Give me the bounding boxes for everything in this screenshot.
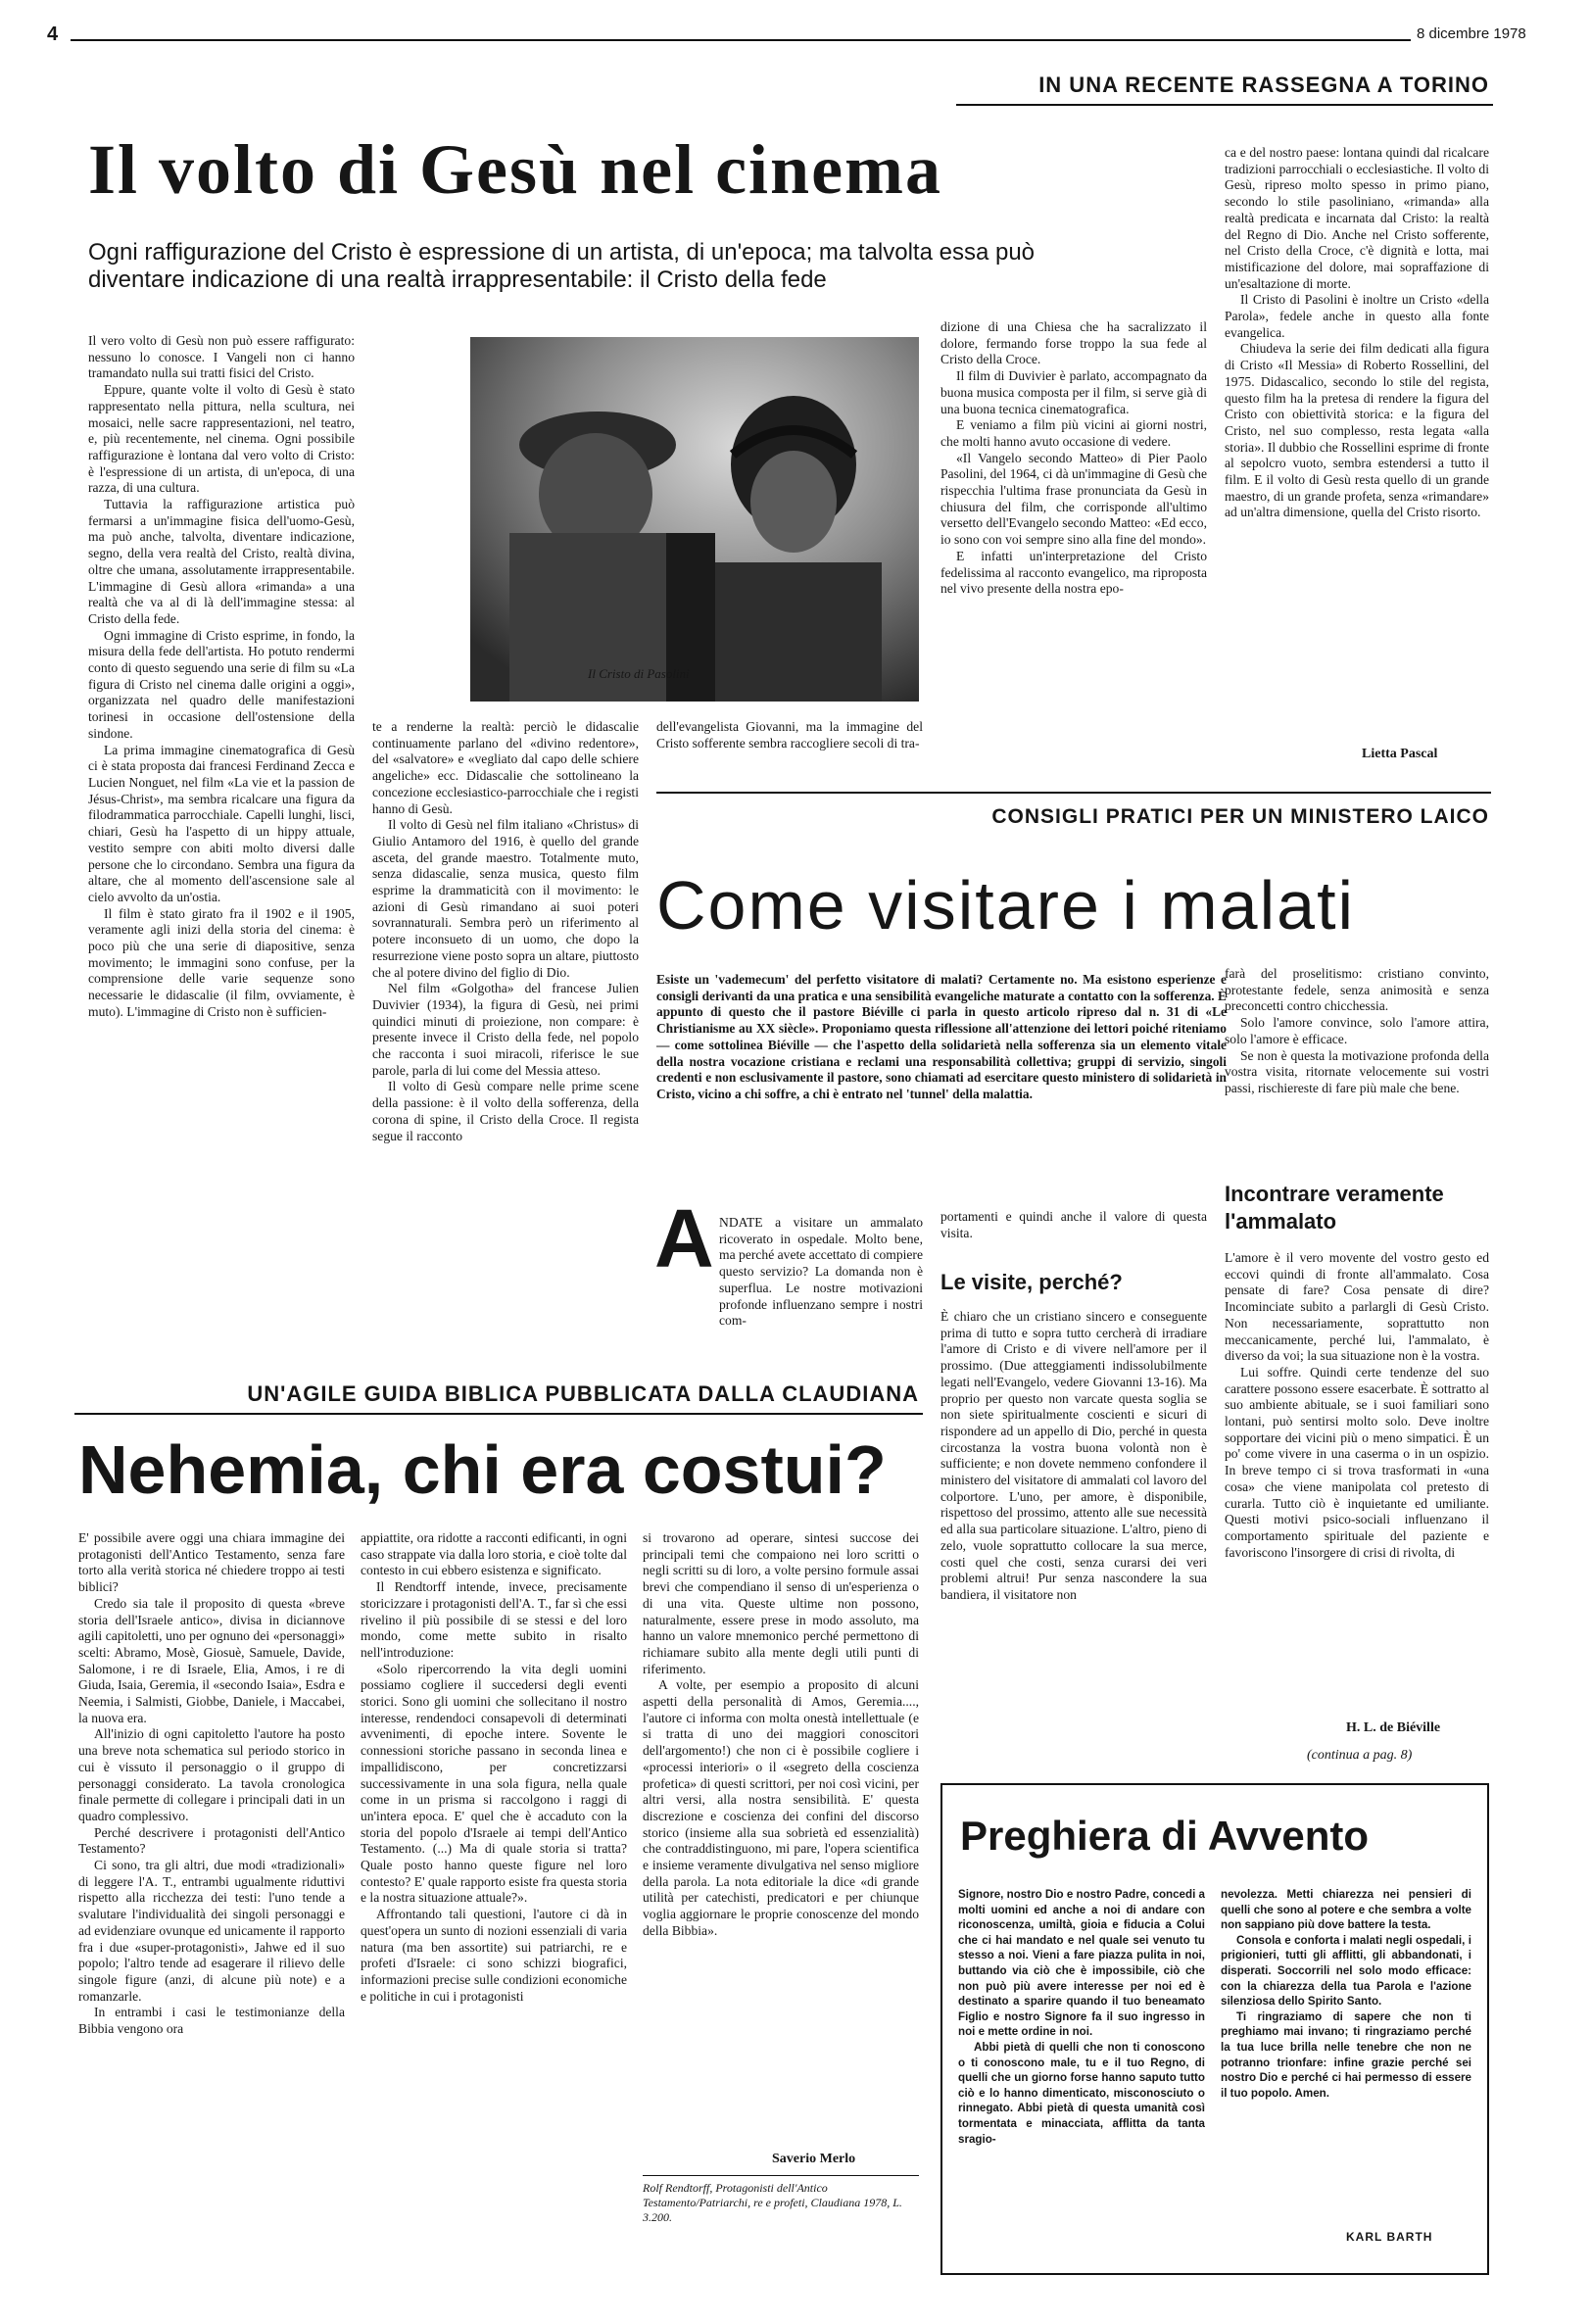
pasolini-photo	[470, 337, 919, 702]
paragraph: E infatti un'interpretazione del Cristo fedelissima al racconto evangelico, ma riproposta nel vivo presente della nostra epo-	[940, 548, 1207, 597]
article2-signature: H. L. de Biéville	[1346, 1720, 1441, 1735]
paragraph: L'amore è il vero movente del vostro gesto ed eccovi quindi di fronte all'ammalato. Cosa pensate di fare? Cosa pensate di dire? Incominciate subito a parlargli di Gesù Cristo. Non necessariamente, soprattutto non meccanicamente, perché lui, l'ammalato, è diverso da voi; la sua situazione non è la vostra.	[1225, 1250, 1489, 1364]
paragraph: Solo l'amore convince, solo l'amore attira, solo l'amore è efficace.	[1225, 1015, 1489, 1046]
article2-lead	[656, 972, 1227, 1187]
paragraph: All'inizio di ogni capitoletto l'autore ha posto una breve nota schematica sul periodo storico in cui è vissuto il personaggio o il gruppo di personaggi considerato. La tavola cronologica finale permette di collegare i principali dati in un quadro complessivo.	[78, 1726, 345, 1823]
article3-signature: Saverio Merlo	[772, 2152, 856, 2166]
paragraph: «Il Vangelo secondo Matteo» di Pier Paolo Pasolini, del 1964, ci dà un'immagine di Gesù che rispecchia l'ultima frase pronunciata da Gesù in chiusura del film, che corrisponde all'ultimo versetto dell'Evangelo secondo Matteo: «Ed ecco, io sono con voi sempre sino alla fine del mondo».	[940, 450, 1207, 548]
article1-subtitle-1: Ogni raffigurazione del Cristo è espressione di un artista, di un'epoca; ma talvolta essa può	[88, 239, 1036, 266]
paragraph: nevolezza. Metti chiarezza nei pensieri di quelli che sono al potere e che sembra a volte non sappiano più dove battere la testa.	[1221, 1888, 1471, 1932]
article3-kicker: UN'AGILE GUIDA BIBLICA PUBBLICATA DALLA CLAUDIANA	[247, 1381, 919, 1406]
article1-col-c	[656, 719, 923, 778]
paragraph: appiattite, ora ridotte a racconti edificanti, in ogni caso strappate via dalla loro storia, e cioè tolte dal contesto in cui ebbero esistenza e significato.	[361, 1530, 627, 1578]
paragraph: Tuttavia la raffigurazione artistica può fermarsi a un'immagine fisica dell'uomo-Gesù, ma può anche, talvolta, diventare indicazione, segno, della vera realtà del Cristo, realtà divina, oltre che umana, assolutamente irrappresentabile. L'immagine di Gesù allora «rimanda» a una realtà che va al di là dell'immagine stessa: al Cristo della fede.	[88, 497, 355, 626]
article1-title: Il volto di Gesù nel cinema	[88, 130, 943, 209]
article1-col-b	[372, 719, 639, 1327]
prayer-box	[940, 1783, 1489, 2275]
article1-kicker: IN UNA RECENTE RASSEGNA A TORINO	[1038, 73, 1489, 97]
prayer-col-right	[1221, 1887, 1471, 2210]
article2-intro	[719, 1215, 923, 1352]
article2-subhead-2b: l'ammalato	[1225, 1209, 1337, 1234]
paragraph: portamenti e quindi anche il valore di questa visita.	[940, 1209, 1207, 1240]
paragraph: Perché descrivere i protagonisti dell'Antico Testamento?	[78, 1824, 345, 1857]
paragraph: dizione di una Chiesa che ha sacralizzato il dolore, fermando forse troppo la sua fede al Cristo della Croce.	[940, 319, 1207, 367]
paragraph: A volte, per esempio a proposito di alcuni aspetti della personalità di Amos, Geremia...., l'autore ci informa con molta onestà intellettuale (e si tratta di uno dei maggiori conoscitori dell'argomento!) che non ci è possibile cogliere i «processi interiori» o il «segreto della coscienza profetica» di questi scrittori, per noi così vicini, per altri versi, alla nostra sensibilità. E' questa discrezione e coscienza dei confini del discorso storico (insieme alla sua sobrietà ed essenzialità) che contraddistinguono, mi pare, l'opera scientifica e insieme veramente divulgativa nel senso migliore della parola. La nota editoriale la dice «di grande utilità per catechisti, predicatori e per chiunque voglia aggiornare le proprie conoscenze del mondo della Bibbia».	[643, 1677, 919, 1938]
paragraph: Ti ringraziamo di sapere che non ti preghiamo mai invano; ti ringraziamo perché la tua luce brilla nelle tenebre che non ne potranno trionfare: infine grazie perché sei nostro Dio e perché ci hai permesso di essere il tuo popolo. Amen.	[1221, 2009, 1471, 2100]
paragraph: Lui soffre. Quindi certe tendenze del suo carattere possono essere esacerbate. È sottratto al suo ambiente abituale, se i suoi familiari sono lontani, può sentirsi molto solo. Deve inoltre sopportare dei vicini più o meno simpatici. È un po' come vivere in una caserma o in un ospizio. In breve tempo ci si trova trasformati in «una cosa» che viene manipolata col pretesto di curarla. Tutto ciò è inquietante ed umiliante. Questi motivi psico-sociali influenzano il comportamento spirituale del paziente e favoriscono l'insorgere di crisi di rivolta, di	[1225, 1364, 1489, 1560]
paragraph: Esiste un 'vademecum' del perfetto visitatore di malati? Certamente no. Ma esistono esperienze e consigli derivanti da una pratica e una sensibilità evangeliche maturate a contatto con la sofferenza. È appunto di questo che il pastore Biéville ci parla in questo articolo ripreso dal n. 31 di «Le Christianisme au XX siècle». Proponiamo questa riflessione all'attenzione dei lettori poiché riteniamo — come sottolinea Biéville — che l'aspetto della solidarietà nella sofferenza sia un elemento vitale della nostra vocazione cristiana e reclami una responsabilità collettiva; gruppi di servizio, singoli credenti e non esclusivamente il pastore, sono chiamati ad esercitare questo ministero di solidarietà in Cristo, vicino a chi soffre, a chi è entrato nel 'tunnel' della malattia.	[656, 972, 1227, 1101]
article2-right-body	[1225, 1250, 1489, 1711]
article3-kicker-rule	[74, 1413, 923, 1415]
article2-subhead-2a: Incontrare veramente	[1225, 1182, 1444, 1206]
paragraph: La prima immagine cinematografica di Gesù ci è stata proposta dai francesi Ferdinand Zecca e Lucien Nonguet, nel film «La vie et la passion de Jésus-Christ», ma sembra ricalcare una figura da filodrammatica parrocchiale. Capelli lunghi, lisci, chiari, Gesù ha l'aspetto di un hippy attuale, vestito sempre con abiti molto diversi dalle persone che lo circondano. Sembra una figura da altare, che al momento dell'ascensione sale al cielo avvolto da un'ostia.	[88, 742, 355, 904]
article2-right-top	[1225, 966, 1489, 1152]
article2-subhead-1: Le visite, perché?	[940, 1270, 1123, 1294]
article3-col-c	[643, 1530, 919, 2144]
article3-col-a	[78, 1530, 345, 2275]
article1-signature: Lietta Pascal	[1362, 747, 1438, 761]
paragraph: Signore, nostro Dio e nostro Padre, concedi a molti uomini ed anche a noi di andare con riconoscenza, umiltà, gioia e fiducia a Colui che ci hai mandato e nel quale sei venuto tu stesso a noi. Vieni a fare piazza pulita in noi, buttando via ciò che è impossibile, ciò che non può più avere interesse per noi ed è destinato a sparire quando il tuo beneamato Figlio e nostro Signore fa il suo ingresso in noi e mette ordine in noi.	[958, 1888, 1205, 2039]
paragraph: «Solo ripercorrendo la vita degli uomini possiamo cogliere il succedersi degli eventi storici. Sono gli uomini che sollecitano il nostro interesse, rendendoci consapevoli di determinati avvenimenti, di epoche intere. Sovente le connessioni storiche passano in seconda linea e impallidiscono, per concretizzarsi successivamente in una sola figura, nella quale come in un prisma si raccolgono i raggi di un'intera epoca. E' quel che è accaduto con la storia del popolo d'Israele ai tempi dell'Antico Testamento. (...) Ma di quale storia si tratta? Quale posto hanno queste figure nel loro contesto? E' quale rapporto esiste fra questa storia e la nostra situazione attuale?».	[361, 1661, 627, 1906]
paragraph: Ogni immagine di Cristo esprime, in fondo, la misura della fede dell'artista. Ho potuto rendermi conto di questo seguendo una serie di film su «La figura di Cristo nel cinema dalle origini a oggi», organizzata nel quadro delle manifestazioni torinesi in occasione dell'ostensione della sindone.	[88, 627, 355, 741]
paragraph: Il film di Duvivier è parlato, accompagnato da buona musica composta per il film, si serve già di una buona tecnica cinematografica.	[940, 368, 1207, 416]
paragraph: farà del proselitismo: cristiano convinto, protestante fedele, senza animosità e senza preconcetti contro chicchessia.	[1225, 966, 1489, 1014]
article1-subtitle-2: diventare indicazione di una realtà irrappresentabile: il Cristo della fede	[88, 266, 827, 293]
article3-citation-rule	[643, 2175, 919, 2176]
photo-caption: Il Cristo di Pasolini	[588, 666, 690, 681]
paragraph: È chiaro che un cristiano sincero e conseguente prima di tutto e sopra tutto cercherà di irradiare l'amore di Cristo e di vivere nell'amore per il prossimo. (Due atteggiamenti indissolubilmente legati nell'Evangelo, vedere Giovanni 13-16). Ma proprio per questo non varcate questa soglia se non siete spiritualmente coscienti e sicuri di rispondere ad un appello di Dio, perché in questa circostanza la vostra buona volontà non è sufficiente; e non dovete nemmeno confondere il ministero del visitatore di ammalati col lavoro del colportore. L'uno, per amore, è disponibile, rispettoso del prossimo, attento alle sue necessità ed alla sua particolare situazione. L'altro, pieno di zelo, vuole soprattutto collocare la sua merce, costi quel che costi, senza curarsi dei veri problemi altrui! Pur senza nascondere la sua bandiera, il visitatore non	[940, 1309, 1207, 1602]
paragraph: Il film è stato girato fra il 1902 e il 1905, veramente agli inizi della storia del cinema: è poco più che una serie di diapositive, senza movimento; le immagini sono confuse, per la comprensione delle varie sequenze sono necessarie le didascalie (il film, ovviamente, è muto). L'immagine di Cristo non è sufficien-	[88, 905, 355, 1019]
paragraph: ca e del nostro paese: lontana quindi dal ricalcare tradizioni parrocchiali o ecclesiastiche. Il volto di Gesù, ripreso molto spesso in primo piano, secondo lo stile pasoliniano, «rimanda» alla realtà predicata e incarnata dal Cristo: la realtà del Regno di Dio. Anche nel Cristo sofferente, nel Cristo della Croce, c'è dignità e lotta, mai mistificazione del dolore, mai sopraffazione di un'esaltazione di morte.	[1225, 145, 1489, 291]
article3-citation: Rolf Rendtorff, Protagonisti dell'Antico Testamento/Patriarchi, re e profeti, Claudiana 1978, L. 3.200.	[643, 2181, 902, 2224]
paragraph: dell'evangelista Giovanni, ma la immagine del Cristo sofferente sembra raccogliere secoli di tra-	[656, 719, 923, 750]
paragraph: Il volto di Gesù nel film italiano «Christus» di Giulio Antamoro del 1916, è quello del grande asceta, del grande maestro. Totalmente muto, senza didascalie, senza musica, questo film esprime la drammaticità con il movimento: le azioni di Gesù rimandano ai suoi poteri sovrannaturali. Sembra però un riferimento al potere inconsueto di un uomo, che dopo la resurrezione viene posto sopra un altare, piuttosto che al potere divino del figlio di Dio.	[372, 817, 639, 980]
paragraph: In entrambi i casi le testimonianze della Bibbia vengono ora	[78, 2005, 345, 2037]
header-rule	[71, 39, 1411, 41]
article2-mid-top	[940, 1209, 1207, 1244]
paragraph: Credo sia tale il proposito di questa «breve storia dell'Israele antico», divisa in diciannove agili capitoletti, uno per ognuno dei «personaggi» scelti: Abramo, Mosè, Giosuè, Samuele, Davide, Salomone, i re di Israele, Elia, Amos, i re di Giuda, Isaia, Geremia, il «secondo Isaia», Esdra e Neemia, i Salmisti, Giobbe, Daniele, i Maccabei, la nuova era.	[78, 1595, 345, 1725]
pasolini-photo-svg	[470, 337, 919, 702]
prayer-title: Preghiera di Avvento	[960, 1813, 1370, 1859]
paragraph: E veniamo a film più vicini ai giorni nostri, che molti hanno avuto occasione di vedere.	[940, 417, 1207, 449]
paragraph: Il volto di Gesù compare nelle prime scene della passione: è il volto della sofferenza, della corona di spine, il Cristo della Croce. Il regista segue il racconto	[372, 1079, 639, 1143]
article2-kicker: CONSIGLI PRATICI PER UN MINISTERO LAICO	[991, 805, 1489, 828]
paragraph: Il vero volto di Gesù non può essere raffigurato: nessuno lo conosce. I Vangeli non ci hanno tramandato nulla sui tratti fisici del Cristo.	[88, 333, 355, 381]
paragraph: Se non è questa la motivazione profonda della vostra visita, ritornate velocemente sui vostri passi, rischiereste di fare più male che bene.	[1225, 1047, 1489, 1095]
paragraph: Nel film «Golgotha» del francese Julien Duvivier (1934), la figura di Gesù, nei primi quindici minuti di proiezione, non compare: è presente invece il Cristo della fede, nel popolo che racconta i suoi miracoli, riferisce le sue parole, parla di lui come del Messia atteso.	[372, 981, 639, 1078]
article3-col-b	[361, 1530, 627, 2275]
prayer-signature: KARL BARTH	[1346, 2230, 1433, 2244]
prayer-col-left	[958, 1887, 1205, 2267]
paragraph: Eppure, quante volte il volto di Gesù è stato rappresentato nella pittura, nella scultura, nei mosaici, nelle sacre rappresentazioni, nel teatro, e, più recentemente, nel cinema. Ogni possibile raffigurazione è lontana dal vero volto di Cristo: è l'espressione di un artista, di un'epoca, di una razza, di una cultura.	[88, 382, 355, 496]
paragraph: Abbi pietà di quelli che non ti conoscono o ti conoscono male, tu e il tuo Regno, di quelli che un giorno forse hanno saputo tutto ciò e lo hanno dimenticato, misconosciuto o rinnegato. Abbi pietà di questa umanità così tormentata e minacciata, afflitta da tanta sragio-	[958, 2040, 1205, 2146]
article1-col-a	[88, 333, 355, 1313]
paragraph: Affrontando tali questioni, l'autore ci dà in quest'opera un sunto di nozioni essenziali di varia natura (ma ben assortite) sui patriarchi, re e profeti d'Israele: ci sono schizzi biografici, informazioni precise sulle condizioni economiche e politiche in cui i protagonisti	[361, 1907, 627, 2004]
paragraph: Il Rendtorff intende, invece, precisamente storicizzare i protagonisti dell'A. T., far sì che essi rivelino il più possibile di se stessi e del loro mondo, come mette subito in risalto nell'introduzione:	[361, 1579, 627, 1660]
paragraph: Il Cristo di Pasolini è inoltre un Cristo «della Parola», fedele anche in questo alla fonte evangelica.	[1225, 292, 1489, 340]
article3-title: Nehemia, chi era costui?	[78, 1431, 887, 1508]
article2-top-rule	[656, 792, 1491, 794]
paragraph: Chiudeva la serie dei film dedicati alla figura di Cristo «Il Messia» di Roberto Rossellini, del 1975. Didascalico, secondo lo stile del regista, questo film ha la pretesa di rendere la figura del Cristo con obiettività storica: e la figura del Cristo, nel suo complesso, resta legata «alla storia». Il dubbio che Rossellini esprime di fronte al sepolcro vuoto, sembra estendersi a tutto il film. E il volto di Gesù resta quello di un grande maestro, di un grande profeta, senza «rimandare» ad un'altra dimensione, quella del Cristo risorto.	[1225, 341, 1489, 520]
page-number: 4	[47, 24, 59, 45]
page-date: 8 dicembre 1978	[1417, 25, 1526, 42]
paragraph: Consola e conforta i malati negli ospedali, i prigionieri, tutti gli afflitti, gli abbandonati, i disperati. Soccorrili nel solo modo efficace: con la chiarezza della tua Parola e l'azione silenziosa dello Spirito Santo.	[1221, 1933, 1471, 2009]
article1-col-d	[940, 319, 1207, 780]
paragraph: E' possibile avere oggi una chiara immagine dei protagonisti dell'Antico Testamento, senza fare torto alla verità storica né chiedere troppo ai testi biblici?	[78, 1530, 345, 1595]
paragraph: Ci sono, tra gli altri, due modi «tradizionali» di leggere l'A. T., entrambi ugualmente riduttivi rispetto alla ricchezza dei testi: l'uno tende a svalutare l'individualità dei singoli personaggi e ad evidenziare ovunque ed unicamente il rapporto fra i due «super-protagonisti», Jahwe ed il suo popolo; l'altro tende ad esagerare il rilievo delle singole figure (anzi, di alcune più note) e a romanzarle.	[78, 1858, 345, 2004]
article2-dropcap: A	[654, 1192, 714, 1284]
article2-continued: (continua a pag. 8)	[1307, 1748, 1413, 1763]
article1-col-e	[1225, 145, 1489, 743]
article1-kicker-rule	[956, 104, 1493, 106]
article2-intro-text: NDATE a visitare un ammalato ricoverato in ospedale. Molto bene, ma perché avete accettato di compiere questo servizio? La domanda non è superflua. Le nostre motivazioni profonde influenzano sempre i nostri com-	[719, 1215, 923, 1329]
paragraph: te a renderne la realtà: perciò le didascalie continuamente parlano del «divino redentore», del «salvatore» e «vegliato dal capo delle schiere angeliche» ecc. Didascalie che sottolineano la concezione ecclesiastico-parrocchiale che i registi hanno di Gesù.	[372, 719, 639, 816]
paragraph: si trovarono ad operare, sintesi succose dei principali temi che compaiono nei loro scritti o negli scritti su di loro, a volte persino formule assai brevi che compendiano il senso di un'esperienza o di una vita. Queste ultime non possono, naturalmente, essere prese in modo assoluto, ma hanno un valore mnemonico perché permettono di richiamare subito alla mente degli utili punti di riferimento.	[643, 1530, 919, 1676]
article2-title: Come visitare i malati	[656, 867, 1356, 944]
